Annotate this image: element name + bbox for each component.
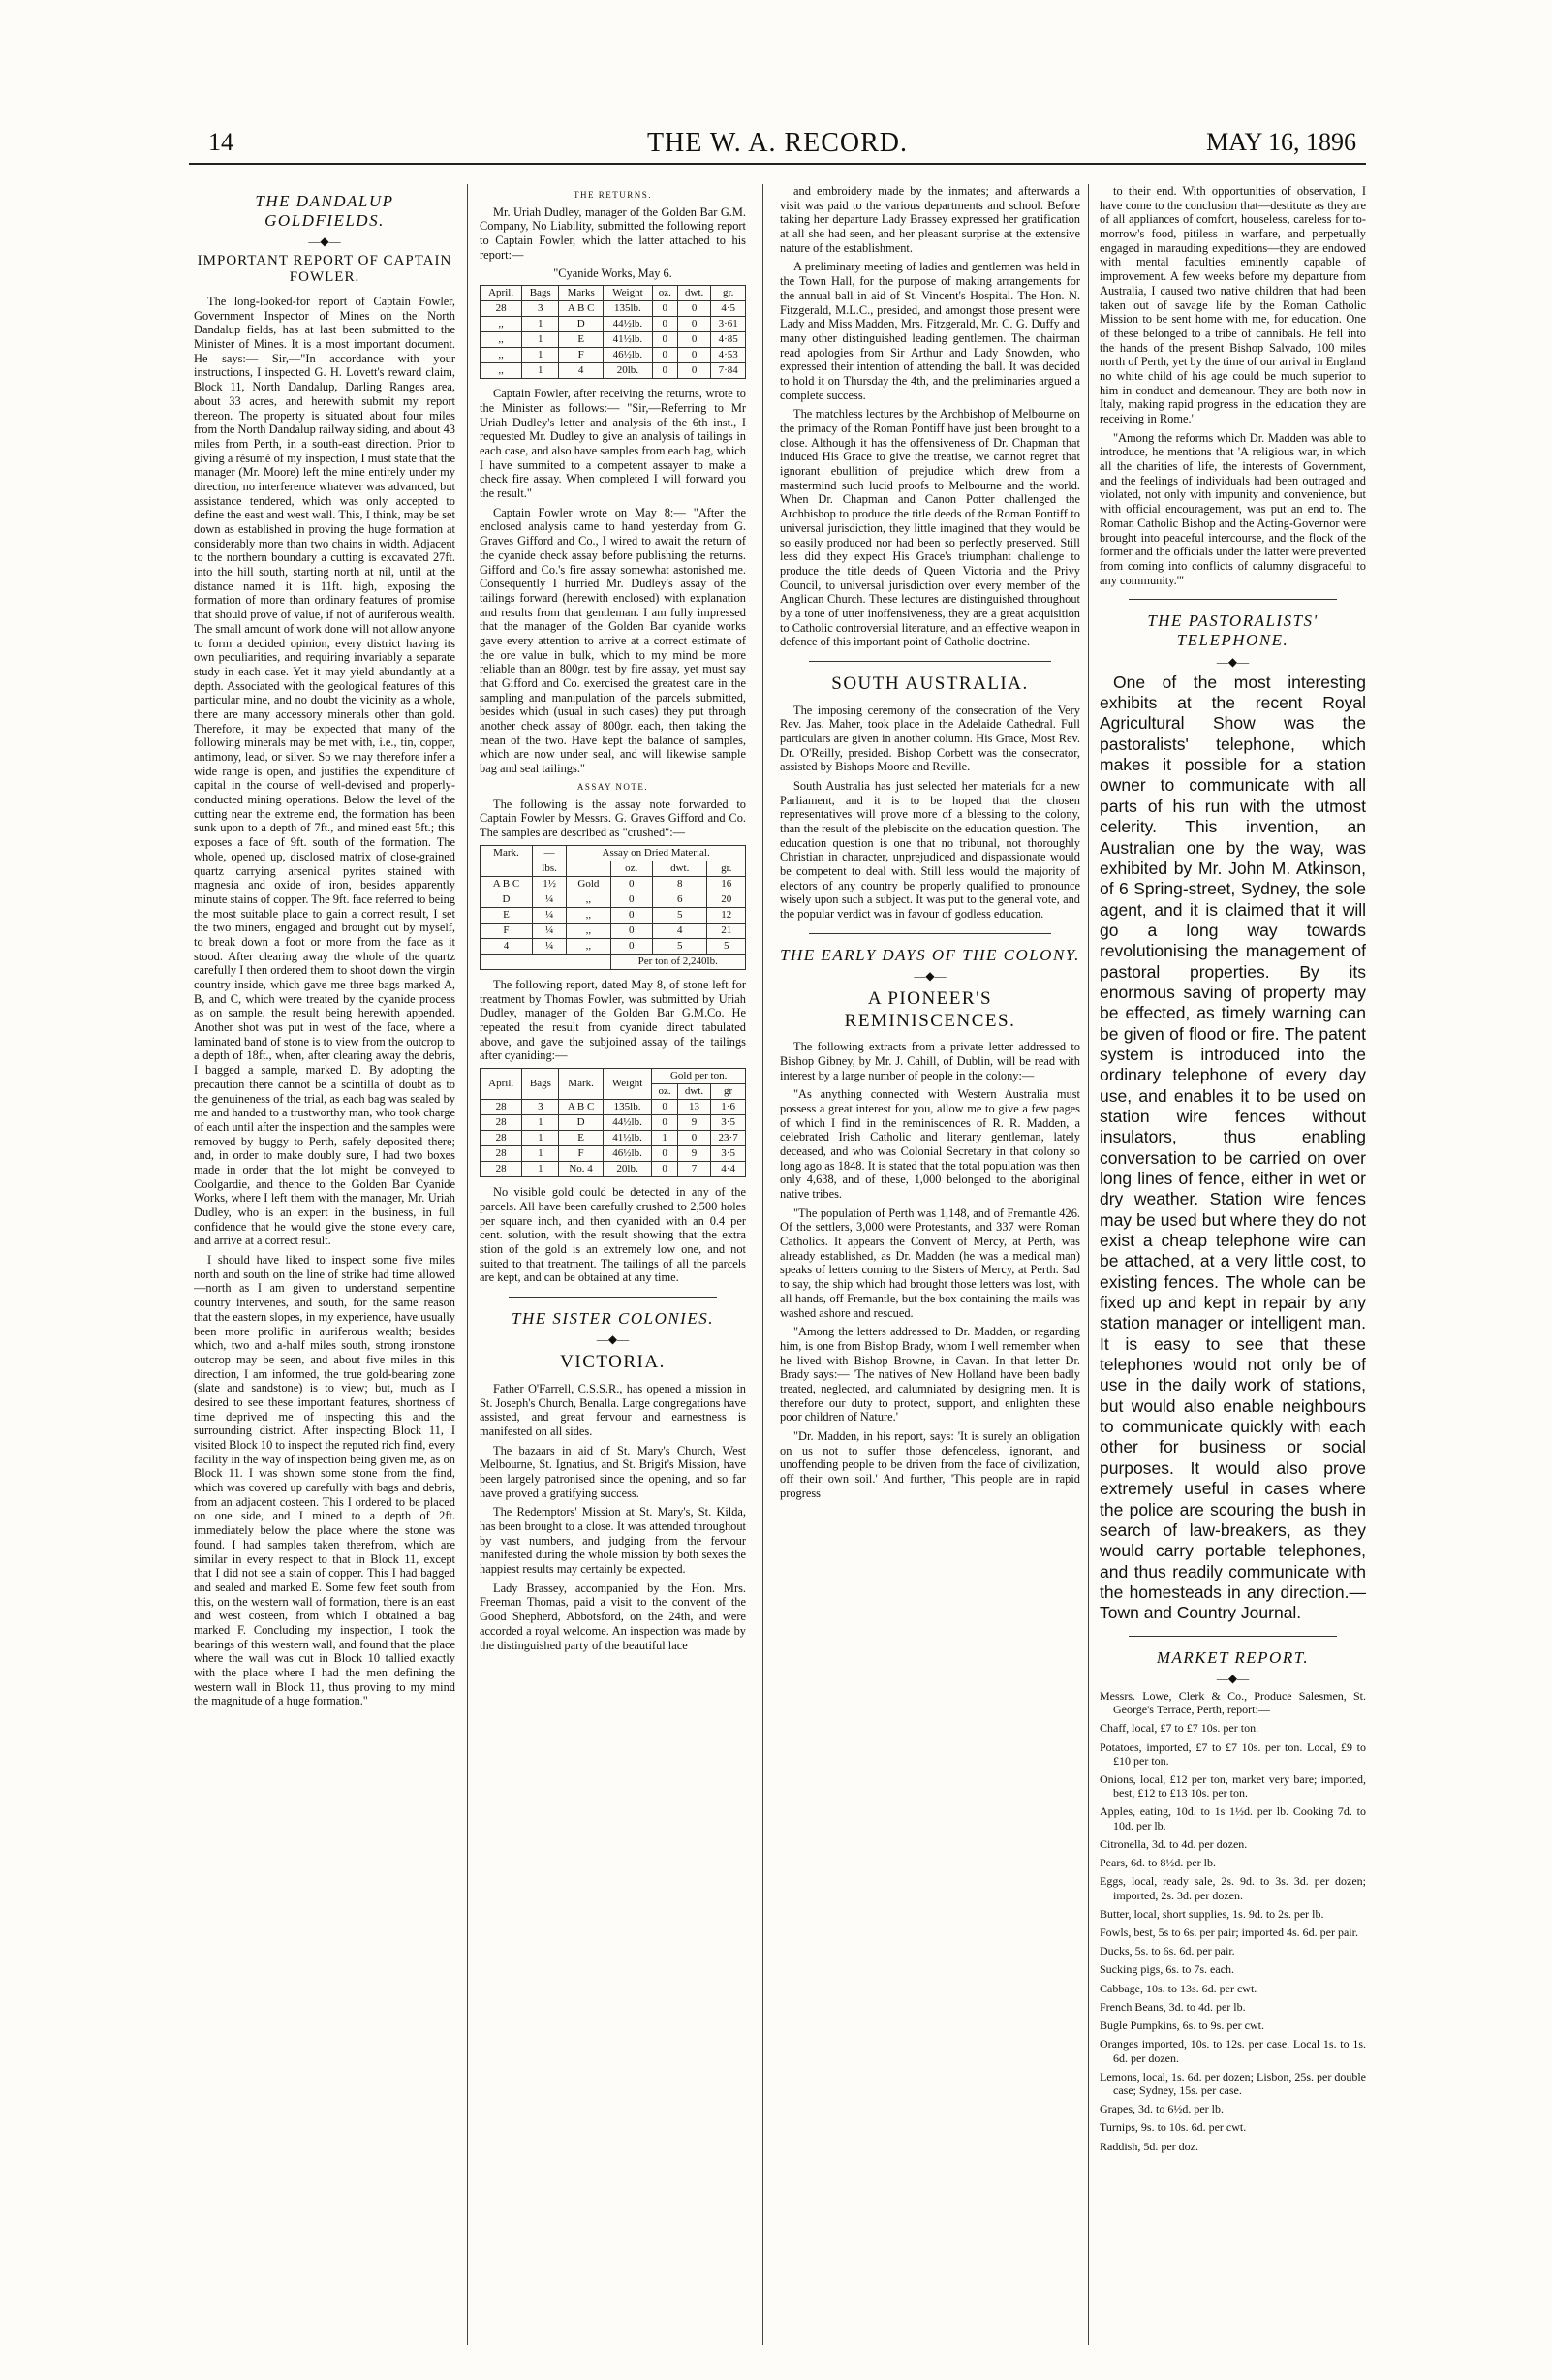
table-cell: 7·84 <box>711 363 746 379</box>
table-cell: 28 <box>481 1131 522 1146</box>
table-cell: 0 <box>652 1162 677 1177</box>
table-row <box>481 923 746 938</box>
table-cell: F <box>559 1146 603 1162</box>
tailings-table <box>480 1068 746 1177</box>
paragraph: No visible gold could be detected in any of the parcels. All have been carefully crushed to 2,500 holes per square inch, and then cyanided with an 0.4 per cent. solution, with the result showing that the extra stion of the gold is an extremely low one, and not suited to that treatment. The tailings of all the parcels are kept, and can be obtained at any time. <box>480 1185 746 1285</box>
table-cell: 4 <box>481 938 533 954</box>
table-cell: E <box>559 1131 603 1146</box>
table-cell: 44½lb. <box>603 1115 652 1131</box>
table-row <box>481 1115 746 1131</box>
paragraph: Messrs. Lowe, Clerk & Co., Produce Salesmen, St. George's Terrace, Perth, report:— <box>1100 1688 1366 1717</box>
table-subheader: lbs. <box>532 861 566 876</box>
table-cell: 0 <box>677 1131 710 1146</box>
paragraph: A preliminary meeting of ladies and gentlemen was held in the Town Hall, for the purpose of making arrangements for the annual ball in aid of St. Vincent's Hospital. The Hon. N. Fitzgerald, M.L.C., presided, and amongst those present were Lady and Miss Madden, Mrs. Fitzgerald, Mr. C. G. Duffy and many other distinguished leading gentlemen. The chairman read apologies from Sir Arthur and Lady Snowden, who expressed their intention of attending the ball. It was decided to hold it on Thursday the 4th, and the preliminaries argued a complete success. <box>780 260 1080 402</box>
newspaper-title: THE W. A. RECORD. <box>646 128 909 158</box>
table-cell: 28 <box>481 1162 522 1177</box>
table-subheader: oz. <box>652 1083 677 1099</box>
assay-table-body <box>481 876 746 954</box>
table-cell: A B C <box>481 876 533 892</box>
table-header: Mark. <box>481 845 533 861</box>
table-row <box>481 348 746 363</box>
table-cell: 0 <box>677 332 710 348</box>
table-row <box>481 876 746 892</box>
table-row <box>481 332 746 348</box>
article-heading: SOUTH AUSTRALIA. <box>831 673 1029 694</box>
table-cell: 1 <box>522 363 559 379</box>
table-cell: ¼ <box>532 907 566 923</box>
market-item: Apples, eating, 10d. to 1s 1½d. per lb. Cooking 7d. to 10d. per lb. <box>1100 1804 1366 1832</box>
paragraph: Father O'Farrell, C.S.S.R., has opened a mission in St. Joseph's Church, Benalla. Large congregations have assisted, and great fervour and earnestness is manifested on all sides. <box>480 1381 746 1438</box>
table-cell: 4 <box>559 363 604 379</box>
table-cell: 9 <box>677 1146 710 1162</box>
table-cell: 28 <box>481 1115 522 1131</box>
table-cell: 3 <box>522 301 559 317</box>
paragraph: The following report, dated May 8, of stone left for treatment by Thomas Fowler, was submitted by Uriah Dudley, manager of the Golden Bar G.M.Co. He repeated the result from cyanide direct tabulated above, and gave the subjoined assay of the tailings after cyaniding:— <box>480 977 746 1063</box>
table-cell: 1 <box>522 348 559 363</box>
table-cell: 3·5 <box>711 1115 746 1131</box>
table-cell: 135lb. <box>604 301 652 317</box>
paragraph: Captain Fowler, after receiving the returns, wrote to the Minister as follows:— "Sir,—Referring to Mr Uriah Dudley's letter and analysis of the 6th inst., I requested Mr. Dudley to give an analysis of tailings in each case, and also have samples from each bag, which I have summited to a competent assayer to make a check fire assay. When completed I will forward you the result." <box>480 387 746 501</box>
table-cell: 46½lb. <box>604 348 652 363</box>
divider <box>1129 1636 1337 1637</box>
table-cell: 46½lb. <box>603 1146 652 1162</box>
market-item: Grapes, 3d. to 6½d. per lb. <box>1100 2102 1224 2116</box>
table-cell: 1 <box>522 332 559 348</box>
market-item: Onions, local, £12 per ton, market very bare; imported, best, £12 to £13 10s. per ton. <box>1100 1772 1366 1801</box>
table-header: Bags <box>522 286 559 301</box>
section-heading: THE SISTER COLONIES. <box>512 1308 714 1328</box>
table-subheader: dwt. <box>677 1083 710 1099</box>
paragraph: and embroidery made by the inmates; and afterwards a visit was paid to the various departments and school. Before taking her departure Lady Brassey expressed her gratification at all she had seen, and her pleasant surprise at the extensive nature of the establishment. <box>780 184 1080 255</box>
column-1 <box>194 184 455 2355</box>
table-cell: ,, <box>567 907 610 923</box>
market-item: Sucking pigs, 6s. to 7s. each. <box>1100 1962 1234 1977</box>
table-cell: 28 <box>481 1146 522 1162</box>
table-cell: 28 <box>481 1100 522 1115</box>
table-cell: F <box>481 923 533 938</box>
table-row <box>481 1162 746 1177</box>
market-item: Ducks, 5s. to 6s. 6d. per pair. <box>1100 1944 1235 1958</box>
table-cell: ¼ <box>532 892 566 907</box>
table-header: Marks <box>559 286 604 301</box>
section-heading: THE PASTORALISTS' TELEPHONE. <box>1147 611 1319 650</box>
table-subheader: gr <box>711 1083 746 1099</box>
section-heading: MARKET REPORT. <box>1156 1647 1310 1667</box>
table-cell: 9 <box>677 1115 710 1131</box>
page-number: 14 <box>208 128 233 156</box>
table-cell: 28 <box>481 301 522 317</box>
paragraph: The imposing ceremony of the consecration of the Very Rev. Jas. Maher, took place in the Adelaide Cathedral. Full particulars are given in another column. His Grace, Most Rev. Dr. O'Reilly, presided. Bishop Corbett was the consecrator, assisted by Bishops Moore and Reville. <box>780 703 1080 774</box>
table-cell: 41½lb. <box>603 1131 652 1146</box>
table-cell: 1 <box>522 1115 559 1131</box>
table-cell: 4 <box>652 923 707 938</box>
paragraph: to their end. With opportunities of observation, I have come to the conclusion that—destitute as they are of all appliances of comfort, houseless, careless for to-morrow's food, pitiless in warfare, and perpetually engaged in marauding expeditions—they are endowed with mental faculties eminently capable of improvement. A few weeks before my departure from Australia, I caused two native children that had been taken out of savage life by the Roman Catholic Mission to be sent home with me, for education. One of these belonged to a tribe of cannibals. He fell into the hands of the present Bishop Salvado, 100 miles north of Perth, yet by the time of our arrival in England no white child of his age could be much superior to him in conduct and demeanour. They are both now in Italy, making rapid progress in the education they are receiving in Rome.' <box>1100 184 1366 425</box>
table-cell: 4·85 <box>711 332 746 348</box>
returns-table-body <box>481 301 746 379</box>
table-cell: D <box>481 892 533 907</box>
section-heading: THE EARLY DAYS OF THE COLONY. <box>780 945 1080 964</box>
table-cell: E <box>559 332 604 348</box>
table-cell: F <box>559 348 604 363</box>
table-header: April. <box>481 1068 522 1099</box>
column-3 <box>780 184 1080 2355</box>
table-cell: ,, <box>567 938 610 954</box>
article-heading: A PIONEER'S REMINISCENCES. <box>844 988 1016 1031</box>
column-rule <box>467 184 468 2345</box>
table-cell: 1 <box>522 1146 559 1162</box>
table-row <box>481 301 746 317</box>
market-item: Chaff, local, £7 to £7 10s. per ton. <box>1100 1721 1259 1736</box>
ornament-divider: —◆— <box>914 968 947 983</box>
table-cell: 5 <box>652 938 707 954</box>
divider <box>809 933 1051 934</box>
paragraph: "Among the letters addressed to Dr. Madden, or regarding him, is one from Bishop Brady, whom I well remember when he lived with Bishop Browne, in Cavan. In that letter Dr. Brady says:— 'The natives of New Holland have been badly treated, neglected, and calumniated by designing men. It is therefore our duty to protect, support, and enlighten these poor children of Nature.' <box>780 1325 1080 1425</box>
paragraph: "Dr. Madden, in his report, says: 'It is surely an obligation on us not to suffer those defenceless, ignorant, and unoffending people to be driven from the face of civilization, off their own soil.' And further, 'This people are in rapid progress <box>780 1429 1080 1500</box>
market-item: Turnips, 9s. to 10s. 6d. per cwt. <box>1100 2120 1247 2135</box>
table-cell: ¼ <box>532 923 566 938</box>
table-cell: 20 <box>707 892 746 907</box>
market-item: Cabbage, 10s. to 13s. 6d. per cwt. <box>1100 1981 1257 1995</box>
table-header: oz. <box>652 286 677 301</box>
paragraph: Captain Fowler wrote on May 8:— "After the enclosed analysis came to hand yesterday from G. Graves Gifford and Co., I wired to await the return of the cyanide check assay before publishing the returns. Gifford and Co.'s fire assay somewhat astonished me. Consequently I hurried Mr. Dudley's assay of the tailings forward (herewith enclosed) with explanation and results from that gentleman. I am fully impressed that the manager of the Golden Bar cyanide works gave every attention to arrive at a correct estimate of the ore value in bulk, which to my mind be more reliable than an 800gr. test by fire assay, yet must say that Gifford and Co. exercised the greatest care in the sampling and manipulation of the parcels submitted, besides which (usual in such cases) they put through another check assay of 800gr. each, then taking the mean of the two. Have kept the balance of samples, which are now under seal, and will likewise sample bag and seal tailings." <box>480 505 746 776</box>
table-cell: 7 <box>677 1162 710 1177</box>
table-subheader: gr. <box>707 861 746 876</box>
table-cell: 41½lb. <box>604 332 652 348</box>
table-cell: 3·61 <box>711 317 746 332</box>
subheading: THE RETURNS. <box>574 190 652 200</box>
paragraph: "Among the reforms which Dr. Madden was able to introduce, he mentions that 'A religious war, in which all the charities of life, the interests of Government, and the feelings of individuals had been outraged and violated, not only with impunity and convenience, but with official encouragement, was put an end to. The Roman Catholic Bishop and the Acting-Governor were brought into peaceful intercourse, and the flock of the former and the officials under the latter were prevented from coming into conflicts of calumny disgraceful to any community.'" <box>1100 430 1366 587</box>
divider <box>1129 599 1337 600</box>
table-subheader: oz. <box>610 861 652 876</box>
page-header <box>189 114 1366 165</box>
market-item: Citronella, 3d. to 4d. per dozen. <box>1100 1836 1248 1851</box>
table-cell: 0 <box>652 1115 677 1131</box>
paragraph: The following extracts from a private letter addressed to Bishop Gibney, by Mr. J. Cahill, of Dublin, will be read with interest by a large number of people in the colony:— <box>780 1040 1080 1082</box>
market-item: Eggs, local, ready sale, 2s. 9d. to 3s. 3d. per dozen; imported, 2s. 3d. per dozen. <box>1100 1874 1366 1902</box>
table-cell: 4·4 <box>711 1162 746 1177</box>
table-cell: E <box>481 907 533 923</box>
table-cell: 16 <box>707 876 746 892</box>
table-cell: 0 <box>610 892 652 907</box>
table-cell: 0 <box>610 923 652 938</box>
table-cell: 4·5 <box>711 301 746 317</box>
table-cell: 0 <box>610 938 652 954</box>
quote-title: "Cyanide Works, May 6. <box>553 266 672 281</box>
paragraph: Lady Brassey, accompanied by the Hon. Mrs. Freeman Thomas, paid a visit to the convent of the Good Shepherd, Abbotsford, on the 24th, and were accorded a royal welcome. An inspection was made by the distinguished party of the beautiful lace <box>480 1581 746 1652</box>
table-row <box>481 938 746 954</box>
market-item: French Beans, 3d. to 4d. per lb. <box>1100 1999 1246 2014</box>
table-cell: 1 <box>522 1162 559 1177</box>
table-cell: 0 <box>652 332 677 348</box>
table-header: Bags <box>522 1068 559 1099</box>
assay-table <box>480 845 746 970</box>
market-report <box>1100 1689 1366 2153</box>
table-cell: Gold <box>567 876 610 892</box>
paragraph: One of the most interesting exhibits at the recent Royal Agricultural Show was the pastoralists' telephone, which makes it possible for a station owner to communicate with all parts of his run with the utmost celerity. This invention, an Australian one by the way, was exhibited by Mr. John M. Atkinson, of 6 Spring-street, Sydney, the sole agent, and it is claimed that it will go a long way towards revolutionising the management of pastoral properties. By its enormous saving of property may be effected, as timely warning can be given of flood or fire. The patent system is introduced into the ordinary telephone of every day use, and enables it to be used on station wire fences without insulators, thus enabling conversation to be carried on over long lines of fence, either in wet or dry weather. Station wire fences may be used but where they do not exist a cheap telephone wire can be attached, at a very little cost, to existing fences. The whole can be fixed up and kept in repair by any station manager or intelligent man. It is easy to see that these telephones would not only be of use in the daily work of stations, but would also enable neighbours to communicate quickly with each other for business or social purposes. It would also prove extremely useful in cases where the police are scouring the bush in search of law-breakers, as they would carry portable telephones, and thus readily communicate with the homesteads in any direction.—Town and Country Journal. <box>1100 672 1366 1623</box>
paragraph: "The population of Perth was 1,148, and of Fremantle 426. Of the settlers, 3,000 were Protestants, and 337 were Roman Catholics. It appears the Convent of Mercy, at Perth, was already established, as Dr. Madden (he was a medical man) speaks of letters coming to the Sisters of Mercy, at Perth. Sad to say, the ship which had brought those letters was lost, with all hands, off Fremantle, but the box containing the mails was washed ashore and rescued. <box>780 1206 1080 1320</box>
table-cell: ,, <box>481 317 522 332</box>
table-cell: 21 <box>707 923 746 938</box>
telephone-article <box>1100 673 1366 1624</box>
table-subheader: dwt. <box>652 861 707 876</box>
table-cell: 0 <box>652 1100 677 1115</box>
paragraph: South Australia has just selected her materials for a new Parliament, and it is to be hoped that the chosen representatives will prove more of a blessing to the colony, than the result of the plebiscite on the education question. The education question is one that no tribunal, not thoroughly Christian in character, unprejudiced and dispassionate would be competent to deal with. Still less would the majority of electors of any country be properly qualified to pronounce wisely upon such a subject. It was put to the general vote, and the popular verdict was in favour of godless education. <box>780 778 1080 922</box>
table-cell: 5 <box>652 907 707 923</box>
column-rule <box>762 184 763 2345</box>
table-header: gr. <box>711 286 746 301</box>
table-cell: 44½lb. <box>604 317 652 332</box>
table-cell: 0 <box>610 876 652 892</box>
column-rule <box>1088 184 1089 2345</box>
table-cell: 1 <box>522 317 559 332</box>
table-cell: 4·53 <box>711 348 746 363</box>
paragraph: The matchless lectures by the Archbishop of Melbourne on the primacy of the Roman Pontiff have just been brought to a close. Although it has the offensiveness of Dr. Chapman that induced His Grace to give the treatise, we cannot regret that ignorant ebullition of prejudice which drew from a mastermind such lucid proofs to Melbourne and the world. When Dr. Chapman and Canon Potter challenged the Archbishop to produce the title deeds of the Roman Pontiff to universal jurisdiction, they little imagined that they would be so easily produced nor had been so perfectly preserved. Still less did they expect His Grace's triumphant challenge to produce the title deeds of Queen Victoria and the Privy Council, to universal jurisdiction over every member of the Anglican Church. These lectures are distinguished throughout by a tone of utter inoffensiveness, they are a great acquisition to Catholic controversial literature, and an effective weapon in defence of this important point of Catholic doctrine. <box>780 407 1080 649</box>
table-cell: 5 <box>707 938 746 954</box>
issue-date: MAY 16, 1896 <box>1206 128 1356 156</box>
table-cell: 1 <box>652 1131 677 1146</box>
table-row <box>481 1131 746 1146</box>
returns-table <box>480 285 746 379</box>
table-row <box>481 317 746 332</box>
tailings-table-body <box>481 1100 746 1177</box>
table-row <box>481 907 746 923</box>
market-item: Bugle Pumpkins, 6s. to 9s. per cwt. <box>1100 2019 1264 2033</box>
table-cell: 20lb. <box>604 363 652 379</box>
table-cell: ,, <box>567 923 610 938</box>
paragraph: The long-looked-for report of Captain Fowler, Government Inspector of Mines on the North Dandalup fields, has at last been submitted to the Minister of Mines. It is a most important document. He says:— Sir,—"In accordance with your instructions, I inspected G. H. Lovett's reward claim, Block 11, North Dandalup, Darling Ranges area, about 33 acres, and herewith submit my report thereon. The property is situated about four miles from the North Dandalup railway siding, and about 43 miles from Perth, in a south-east direction. Prior to giving a résumé of my inspection, I must state that the manager (Mr. Moore) left the mine entirely under my direction, no interference whatever was advanced, but assistance tendered, which was only accepted to define the east and west wall. This, I think, may be set down as established in proving the huge formation at considerably more than two chains in width. Adjacent to the northern boundary a cutting is excavated 27ft. into the hill south, starting north at nil, until at the distance named it is 11ft. high, exposing the formation of more than ordinary features of promise that should prove of value, if not of auriferous wealth. The small amount of work done will not allow anyone to form a decided opinion, every district having its own peculiarities, and requiring invariably a separate study in each case. Yet it may yield abundantly at a depth. Associated with the geological features of this particular mine, and no doubt the vicinity as a whole, there are many accessory minerals other than gold. Therefore, it may be expected that many of the following minerals may be met with, i.e., tin, copper, antimony, lead, or silver. So we may therefore infer a wide range is open, and justifies the expenditure of capital in the course of well-devised and properly-conducted mining operations. Below the level of the cutting near the extreme end, the formation has been sunk upon to a depth of 7ft., and mined east 5ft.; this exposes a face of 9ft. south of the formation. The whole, opened up, disclosed matrix of close-grained quartz carrying arsenical pyrites stained with magnesia and oxide of iron, besides apparently minute stains of copper. The 9ft. face referred to being the most suitable place to gain a correct result, I set the two miners, engaged and brought out by myself, to break down a foot or more from the face as it stood. After clearing away the whole of the quartz carefully I then ordered them to shoot down the virgin country inside, which gave me three bags marked A, B, and C, which were treated by the cyanide process as on sample, the result being herewith appended. Another shot was put in west of the face, where a laminated band of stone is to view from the outcrop to a depth of 18ft., when, after clearing away the debris, I bagged a sample, marked D. By adopting the precaution there cannot be a scintilla of doubt as to the genuineness of the trial, as each bag was sealed by me and handed to a trustworthy man, who took charge of each until after the inspection and the samples were removed by buggy to Perth, safely deposited there; and, in order to make doubly sure, I had two boxes made in order that the lot might be conveyed to Coolgardie, and thence to the Golden Bar Cyanide Works, where I left them with the manager, Mr. Uriah Dudley, who is an expert in the business, in full confidence that he would give the stone every care, and arrive at a correct result. <box>194 295 455 1248</box>
table-cell: ¼ <box>532 938 566 954</box>
table-row <box>481 1146 746 1162</box>
table-cell: 3·5 <box>711 1146 746 1162</box>
table-row <box>481 363 746 379</box>
table-cell: ,, <box>567 892 610 907</box>
table-cell: ,, <box>481 348 522 363</box>
table-cell: A B C <box>559 1100 603 1115</box>
table-cell: 0 <box>652 363 677 379</box>
market-item: Lemons, local, 1s. 6d. per dozen; Lisbon, 25s. per double case; Sydney, 15s. per case. <box>1100 2069 1366 2097</box>
table-cell: 0 <box>652 1146 677 1162</box>
table-header: dwt. <box>677 286 710 301</box>
table-cell: ,, <box>481 332 522 348</box>
table-header: Gold per ton. <box>652 1068 746 1083</box>
table-cell: D <box>559 1115 603 1131</box>
paragraph: The Redemptors' Mission at St. Mary's, St. Kilda, has been brought to a close. It was attended throughout by vast numbers, and judging from the fervour manifested during the whole mission by both sexes the happiest results may certainly be expected. <box>480 1505 746 1577</box>
table-cell: 8 <box>652 876 707 892</box>
paragraph: The following is the assay note forwarded to Captain Fowler by Messrs. G. Graves Gifford and Co. The samples are described as "crushed":— <box>480 797 746 839</box>
table-cell: 20lb. <box>603 1162 652 1177</box>
table-header: Assay on Dried Material. <box>567 845 746 861</box>
table-cell: 0 <box>677 317 710 332</box>
ornament-divider: —◆— <box>1216 1671 1250 1685</box>
table-cell: 6 <box>652 892 707 907</box>
table-cell: 0 <box>652 301 677 317</box>
table-row <box>481 1100 746 1115</box>
ornament-divider: —◆— <box>1216 654 1250 669</box>
table-cell: A B C <box>559 301 604 317</box>
ornament-divider: —◆— <box>596 1332 630 1347</box>
article-heading: VICTORIA. <box>560 1352 666 1373</box>
table-cell: D <box>559 317 604 332</box>
divider <box>809 661 1051 662</box>
paragraph: The bazaars in aid of St. Mary's Church, West Melbourne, St. Ignatius, and St. Brigit's Mission, have been largely patronised since the opening, and so far have proved a gratifying success. <box>480 1443 746 1500</box>
table-cell: 1 <box>522 1131 559 1146</box>
table-cell: 0 <box>677 348 710 363</box>
table-cell: 0 <box>610 907 652 923</box>
table-header: — <box>532 845 566 861</box>
table-cell: 0 <box>677 363 710 379</box>
column-4 <box>1100 184 1366 2355</box>
ornament-divider: —◆— <box>308 235 341 249</box>
table-cell: 135lb. <box>603 1100 652 1115</box>
table-cell: 0 <box>652 348 677 363</box>
paragraph: I should have liked to inspect some five miles north and south on the line of strike had time allowed—north as I am given to understand serpentine country intervenes, and south, for the same reason that the eastern slopes, in my experience, have usually been more prolific in auriferous wealth; besides which, two and a-half miles south, strong ironstone outcrop may be seen, and about five miles in this direction, I am informed, the true gold-bearing zone (slate and sandstone) is to view; but, much as I desired to see these important features, shortness of time deprived me of inspecting this and the surrounding district. After inspecting Block 11, I visited Block 10 to inspect the reputed rich find, every facility in the way of inspection being given me, as on Block 11. I was shown some stone from the find, which was covered up carefully with bags and debris, from an adjacent costeen. This I ordered to be placed on one side, and I mined to a depth of 2ft. immediately below the place where the stone was found. I had samples taken therefrom, which are similar in every respect to that in Block 11, except that I did not see a stain of copper. This I had bagged and sealed and marked E. Some few feet south from this, on the western wall of formation, there is an east and west costeen, from which I obtained a bag marked F. Concluding my inspection, I took the bearings of this western wall, and found that the place where the wall was cut in Block 10 tallied exactly with the place where I had the men defining the western wall in Block 11, thus proving to my mind the magnitude of a huge formation." <box>194 1253 455 1708</box>
table-cell: 13 <box>677 1100 710 1115</box>
market-item: Butter, local, short supplies, 1s. 9d. to 2s. per lb. <box>1100 1906 1324 1921</box>
table-footer: Per ton of 2,240lb. <box>610 954 745 969</box>
market-item: Oranges imported, 10s. to 12s. per case. Local 1s. to 1s. 6d. per dozen. <box>1100 2037 1366 2065</box>
paragraph: "As anything connected with Western Australia must possess a great interest for you, allow me to give a few pages of which I find in the reminiscences of R. R. Madden, a celebrated Irish Catholic and literary gentleman, lately deceased, and who was Colonial Secretary in that colony so long ago as 1848. It is stated that the total population was then only 4,638, and of these, 1,000 belonged to the aboriginal native tribes. <box>780 1087 1080 1202</box>
table-header: Weight <box>604 286 652 301</box>
table-header: Mark. <box>559 1068 603 1099</box>
table-cell: No. 4 <box>559 1162 603 1177</box>
table-cell: 1½ <box>532 876 566 892</box>
paragraph: Mr. Uriah Dudley, manager of the Golden Bar G.M. Company, No Liability, submitted the following report to Captain Fowler, which the latter attached to his report:— <box>480 204 746 262</box>
market-item: Pears, 6d. to 8½d. per lb. <box>1100 1856 1216 1870</box>
section-heading: THE DANDALUP GOLDFIELDS. <box>255 192 394 231</box>
table-cell: ,, <box>481 363 522 379</box>
table-cell: 1·6 <box>711 1100 746 1115</box>
market-item: Raddish, 5d. per doz. <box>1100 2139 1198 2153</box>
table-row <box>481 892 746 907</box>
article-heading: IMPORTANT REPORT OF CAPTAIN FOWLER. <box>197 252 452 286</box>
table-header: Weight <box>603 1068 652 1099</box>
market-item: Fowls, best, 5s to 6s. per pair; imported 4s. 6d. per pair. <box>1100 1925 1358 1939</box>
table-cell: 3 <box>522 1100 559 1115</box>
market-item: Potatoes, imported, £7 to £7 10s. per ton. Local, £9 to £10 per ton. <box>1100 1739 1366 1768</box>
table-cell: 23·7 <box>711 1131 746 1146</box>
market-list <box>1100 1721 1366 2152</box>
column-2 <box>480 184 746 2355</box>
divider <box>509 1297 717 1298</box>
subheading: ASSAY NOTE. <box>576 781 649 792</box>
table-cell: 12 <box>707 907 746 923</box>
table-cell: 0 <box>652 317 677 332</box>
table-cell: 0 <box>677 301 710 317</box>
table-header: April. <box>481 286 522 301</box>
